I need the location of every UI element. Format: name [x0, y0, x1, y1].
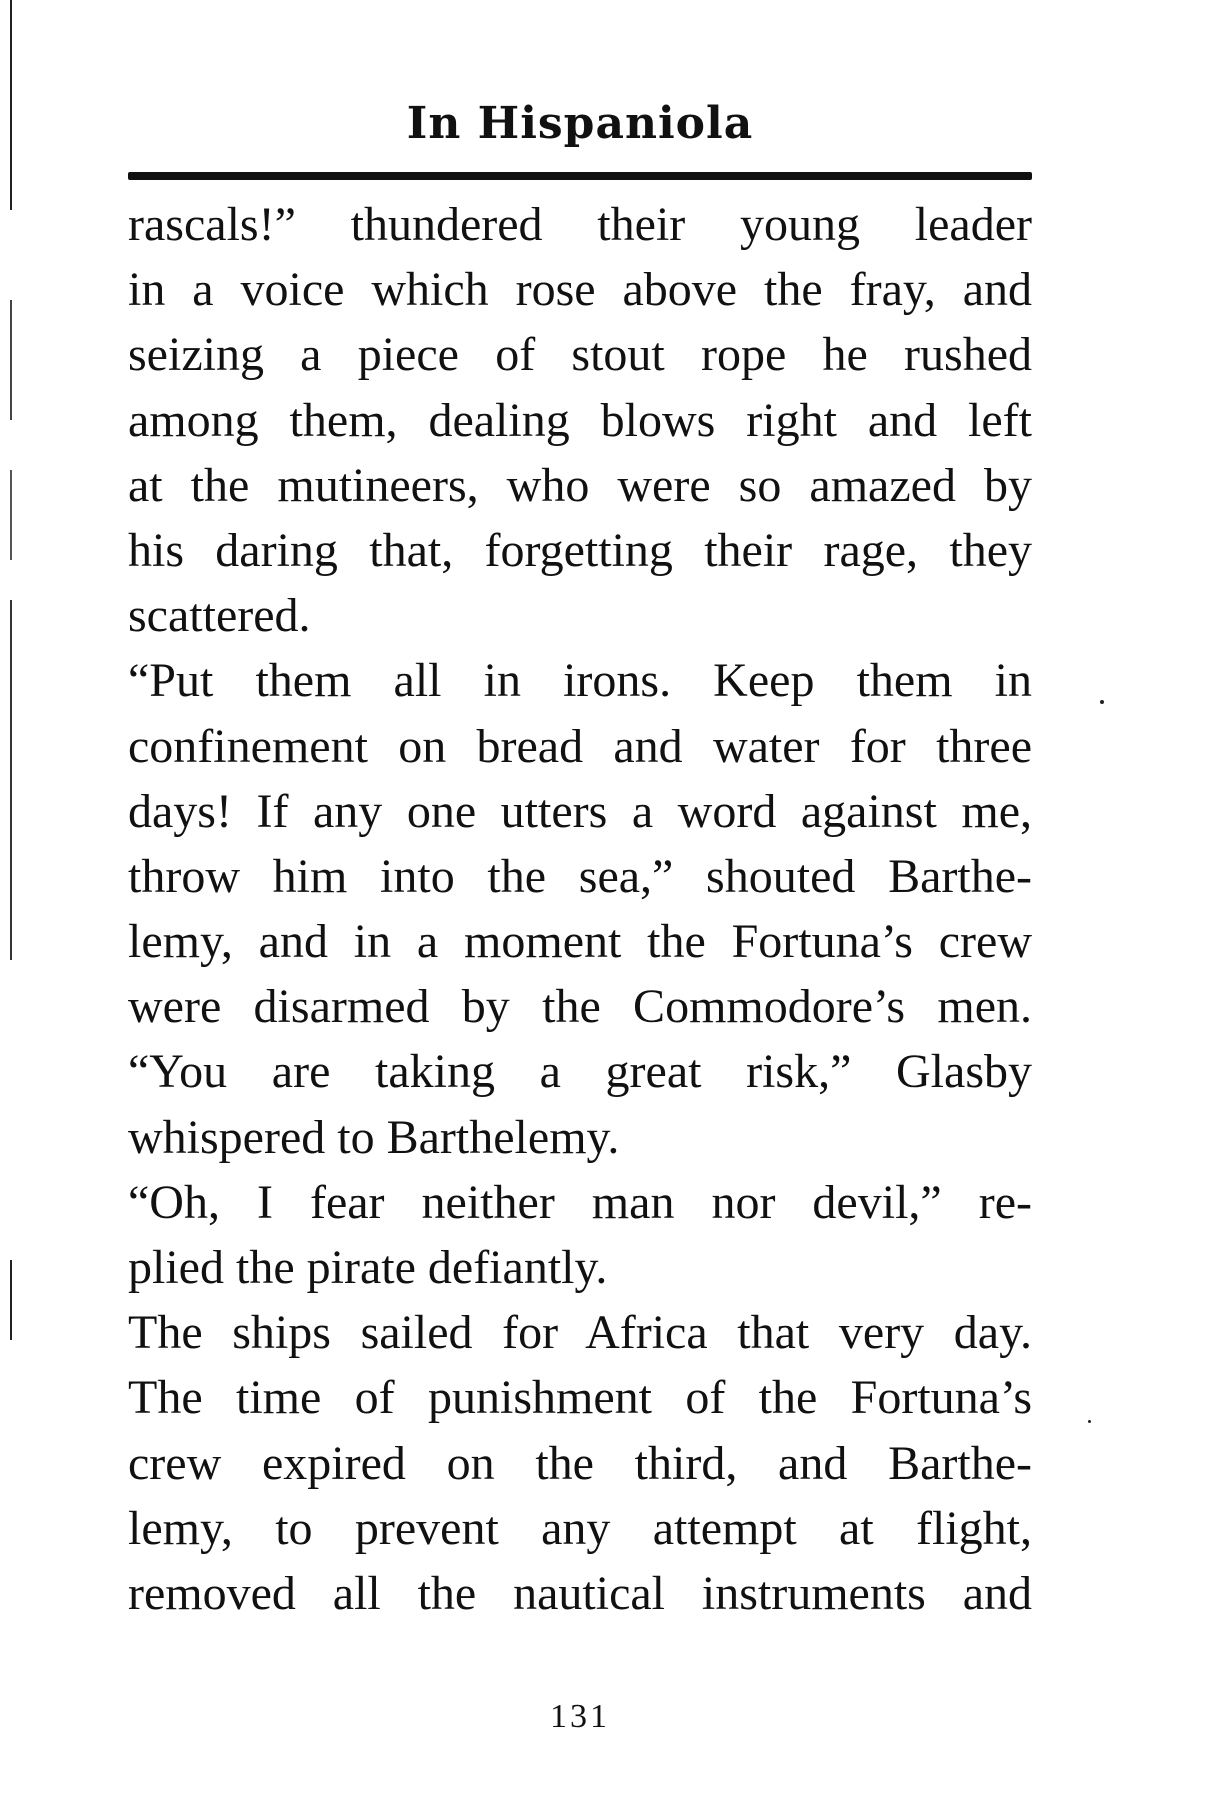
scan-speck — [1088, 1420, 1091, 1423]
text-line: his daring that, forgetting their rage, they — [128, 523, 1032, 577]
text-line: seizing a piece of stout rope he rushed — [128, 328, 1032, 382]
text-line: confinement on bread and water for three — [128, 719, 1032, 773]
page-number: 131 — [550, 1698, 610, 1735]
text-line: The ships sailed for Africa that very day. — [128, 1306, 1032, 1360]
running-header: In Hispaniola — [406, 98, 754, 149]
text-line: throw him into the sea,” shouted Barthe- — [128, 849, 1032, 903]
text-line: among them, dealing blows right and left — [128, 393, 1032, 447]
text-line: The time of punishment of the Fortuna’s — [128, 1371, 1032, 1425]
text-line: removed all the nautical instruments and — [128, 1566, 1032, 1620]
scan-edge-shadow — [10, 0, 12, 1500]
text-line: at the mutineers, who were so amazed by — [128, 458, 1032, 512]
text-line: in a voice which rose above the fray, and — [128, 263, 1032, 317]
text-line: were disarmed by the Commodore’s men. — [128, 980, 1032, 1034]
text-line: lemy, to prevent any attempt at flight, — [128, 1501, 1032, 1555]
text-line: plied the pirate defiantly. — [128, 1241, 608, 1294]
text-line: whispered to Barthelemy. — [128, 1110, 620, 1164]
text-line: “You are taking a great risk,” Glasby — [128, 1045, 1032, 1099]
text-line: days! If any one utters a word against me, — [128, 784, 1032, 838]
text-line: “Oh, I fear neither man nor devil,” re- — [128, 1175, 1032, 1229]
text-line: crew expired on the third, and Barthe- — [128, 1436, 1032, 1490]
scan-speck — [1100, 700, 1104, 704]
header-rule — [128, 172, 1032, 180]
body-text — [128, 192, 1032, 1626]
text-line: lemy, and in a moment the Fortuna’s crew — [128, 915, 1032, 969]
text-line: scattered. — [128, 589, 311, 643]
text-line: rascals!” thundered their young leader — [128, 198, 1032, 251]
text-line: “Put them all in irons. Keep them in — [128, 654, 1032, 708]
